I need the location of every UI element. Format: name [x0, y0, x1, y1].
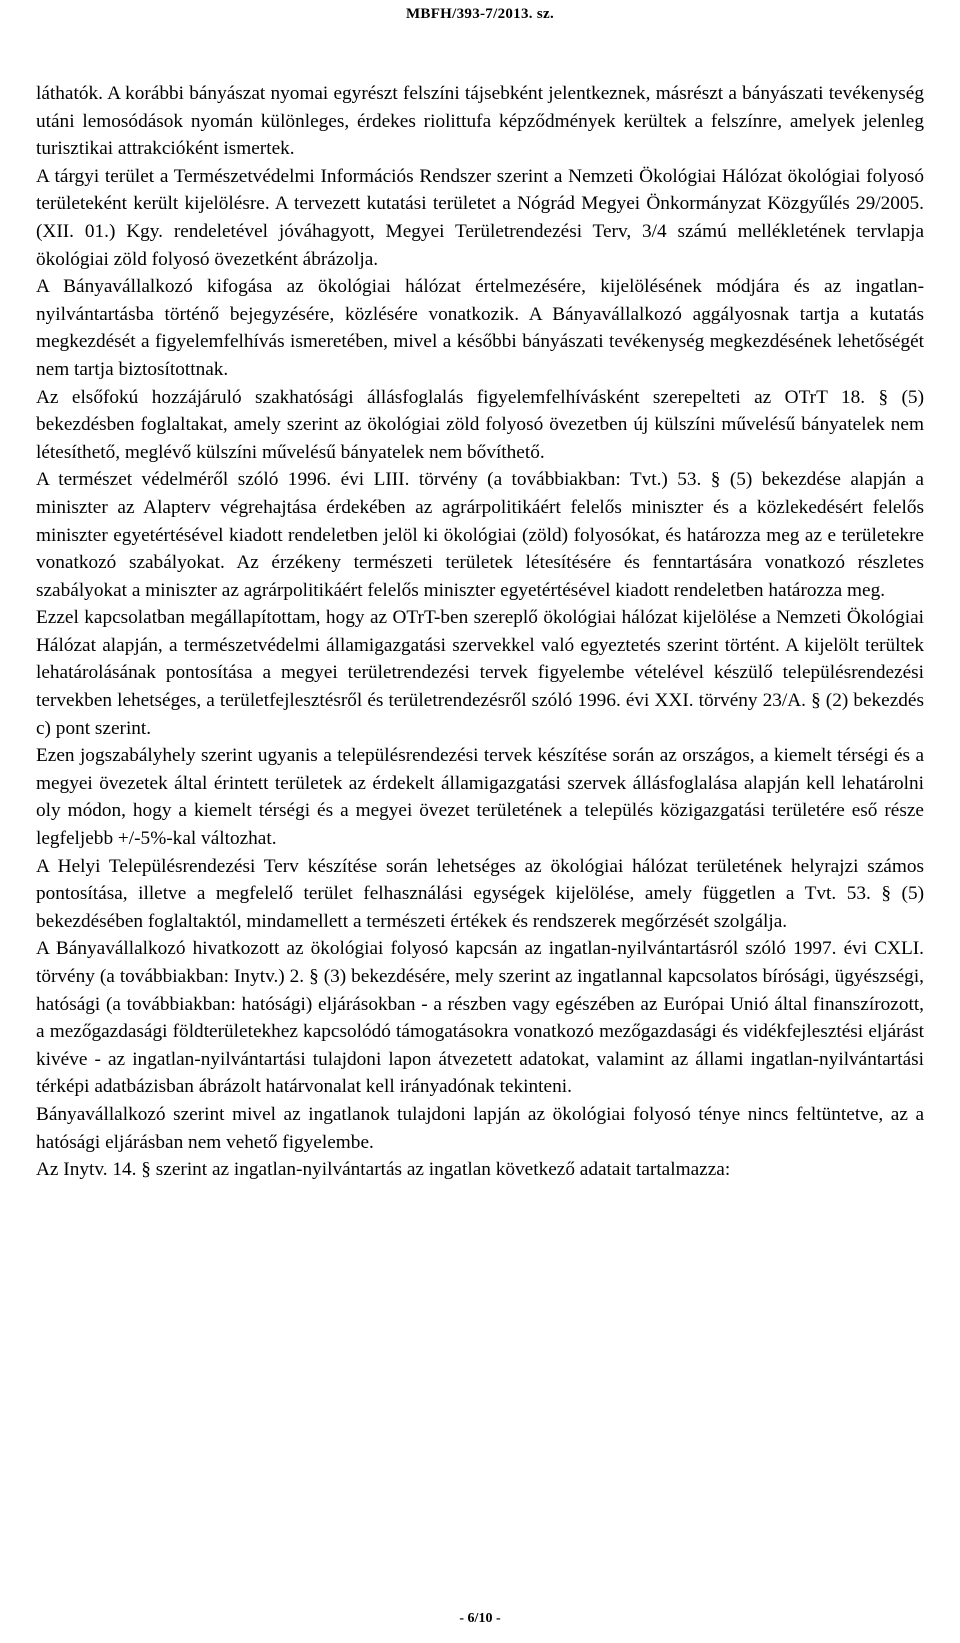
- paragraph: A Bányavállalkozó hivatkozott az ökológiai folyosó kapcsán az ingatlan-nyilvántartásról szóló 1997. évi CXLI. törvény (a továbbiakban: Inytv.) 2. § (3) bekezdésére, mely szerint az ingatlannal kapcsolatos bírósági, ügyészségi, hatósági (a továbbiakban: hatósági) eljárásokban - a részben vagy egészében az Európai Unió által finanszírozott, a mezőgazdasági földterületekhez kapcsolódó támogatásokra vonatkozó mezőgazdasági és vidékfejlesztési eljárást kivéve - az ingatlan-nyilvántartási tulajdoni lapon átvezetett adatokat, valamint az állami ingatlan-nyilvántartási térképi adatbázisban ábrázolt határvonalat kell irányadónak tekinteni.: [36, 938, 924, 1098]
- paragraph: láthatók. A korábbi bányászat nyomai egyrészt felszíni tájsebként jelentkeznek, másrészt a bányászati tevékenység utáni lemosódások nyomán különleges, érdekes riolittufa képződmények kerültek a felszínre, amelyek jelenleg turisztikai attrakcióként ismertek.: [36, 83, 924, 160]
- paragraph: Ezen jogszabályhely szerint ugyanis a településrendezési tervek készítése során az országos, a kiemelt térségi és a megyei övezetek által érintett területek az érdekelt államigazgatási szervek állásfoglalása alapján kell lehatárolni oly módon, hogy a kiemelt térségi és a megyei övezet területének a település közigazgatási területére eső része legfeljebb +/-5%-kal változhat.: [36, 745, 924, 850]
- page-number: - 6/10 -: [459, 1611, 501, 1626]
- paragraph: Az elsőfokú hozzájáruló szakhatósági állásfoglalás figyelemfelhívásként szerepelteti az OTrT 18. § (5) bekezdésben foglaltakat, amely szerint az ökológiai zöld folyosó övezetben új külszíni művelésű bányatelek nem létesíthető, meglévő külszíni művelésű bányatelek nem bővíthető.: [36, 386, 924, 463]
- paragraph: A természet védelméről szóló 1996. évi LIII. törvény (a továbbiakban: Tvt.) 53. § (5) bekezdése alapján a miniszter az Alapterv végrehajtása érdekében az agrárpolitikáért felelős miniszter és a közlekedésért felelős miniszter egyetértésével kiadott rendeletben jelöl ki ökológiai (zöld) folyosókat, és határozza meg az e területekre vonatkozó szabályokat. Az érzékeny természeti területek létesítésére és fenntartására vonatkozó részletes szabályokat a miniszter az agrárpolitikáért felelős miniszter egyetértésével kiadott rendeletben határozza meg.: [36, 469, 924, 601]
- document-reference: MBFH/393-7/2013. sz.: [405, 6, 555, 22]
- paragraph: Az Inytv. 14. § szerint az ingatlan-nyilvántartás az ingatlan következő adatait tartalmazza:: [36, 1159, 731, 1181]
- paragraph: Bányavállalkozó szerint mivel az ingatlanok tulajdoni lapján az ökológiai folyosó ténye nincs feltüntetve, az a hatósági eljárásban nem vehető figyelembe.: [36, 1103, 924, 1153]
- paragraph: A Bányavállalkozó kifogása az ökológiai hálózat értelmezésére, kijelölésének módjára és az ingatlan-nyilvántartásba történő bejegyzésére, közlésére vonatkozik. A Bányavállalkozó aggályosnak tartja a kutatás megkezdését a figyelemfelhívás ismeretében, mivel a későbbi bányászati tevékenység megkezdésének lehetőségét nem tartja biztosítottnak.: [36, 276, 924, 380]
- paragraph: A Helyi Településrendezési Terv készítése során lehetséges az ökológiai hálózat területének helyrajzi számos pontosítása, illetve a megfelelő terület felhasználási egységek kijelölése, amely független a Tvt. 53. § (5) bekezdésében foglaltaktól, mindamellett a természeti értékek és rendszerek megőrzését szolgálja.: [36, 855, 924, 932]
- document-body: [36, 80, 924, 1184]
- paragraph: Ezzel kapcsolatban megállapítottam, hogy az OTrT-ben szereplő ökológiai hálózat kijelölése a Nemzeti Ökológiai Hálózat alapján, a természetvédelmi államigazgatási szervekkel való egyeztetés szerint történt. A kijelölt terültek lehatárolásának pontosítása a megyei területrendezési tervek figyelembe vételével készülő településrendezési tervekben lehetséges, a területfejlesztésről és területrendezésről szóló 1996. évi XXI. törvény 23/A. § (2) bekezdés c) pont szerint.: [36, 607, 924, 739]
- paragraph: A tárgyi terület a Természetvédelmi Információs Rendszer szerint a Nemzeti Ökológiai Hálózat ökológiai folyosó területeként került kijelölésre. A tervezett kutatási területet a Nógrád Megyei Önkormányzat Közgyűlés 29/2005. (XII. 01.) Kgy. rendeletével jóváhagyott, Megyei Területrendezési Terv, 3/4 számú mellékletének tervlapja ökológiai zöld folyosó övezetként ábrázolja.: [36, 165, 924, 270]
